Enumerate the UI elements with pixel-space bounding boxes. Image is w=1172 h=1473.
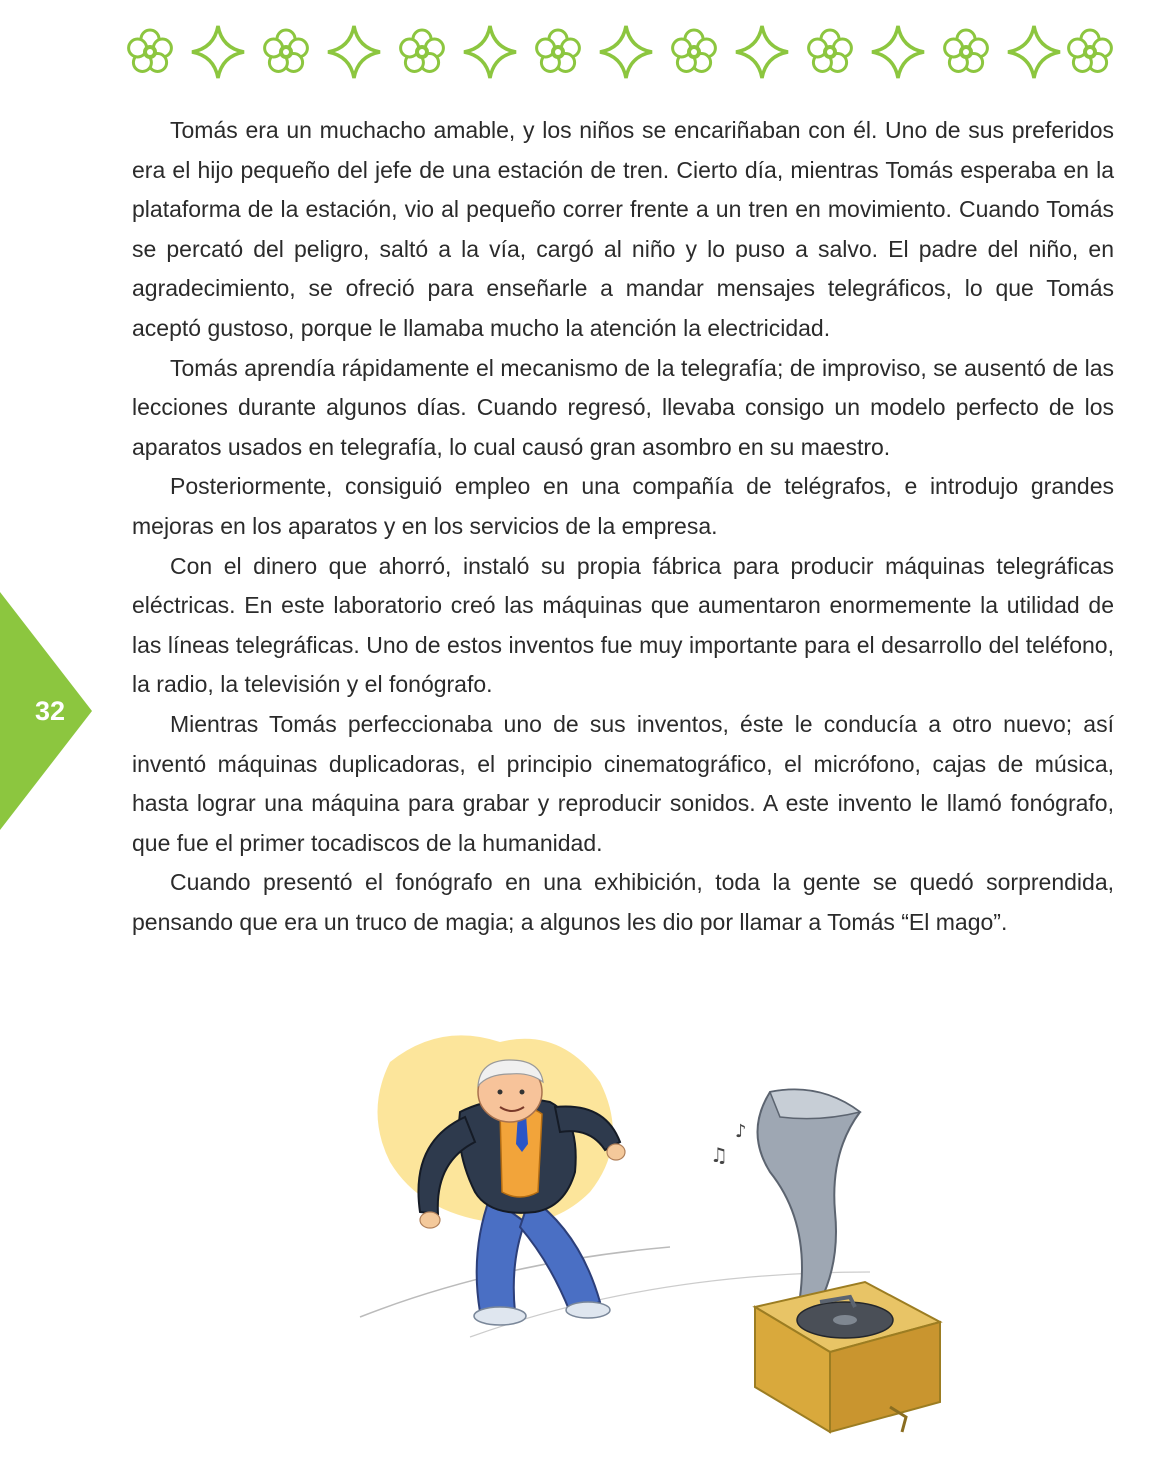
- flower-icon: [945, 30, 988, 72]
- flower-icon: [401, 30, 444, 72]
- flower-icon: [265, 30, 308, 72]
- star-icon: [736, 26, 788, 78]
- story-text: [132, 111, 1114, 942]
- star-icon: [328, 26, 380, 78]
- flower-icon: [129, 30, 172, 72]
- flower-icon: [1069, 30, 1112, 72]
- decorative-border: [120, 20, 1120, 84]
- flower-icon: [809, 30, 852, 72]
- paragraph: Tomás era un muchacho amable, y los niños se encariñaban con él. Uno de sus preferidos era el hijo pequeño del jefe de una estación de tren. Cierto día, mientras Tomás esperaba en la plataforma de la estación, vio al pequeño correr frente a un tren en movimiento. Cuando Tomás se percató del peligro, saltó a la vía, cargó al niño y lo puso a salvo. El padre del niño, en agradecimiento, se ofreció para enseñarle a mandar mensajes telegráficos, lo que Tomás aceptó gustoso, porque le llamaba mucho la atención la electricidad.: [132, 117, 1114, 341]
- svg-text:♪: ♪: [735, 1121, 747, 1142]
- paragraph: Tomás aprendía rápidamente el mecanismo de la telegrafía; de improviso, se ausentó de las lecciones durante algunos días. Cuando regresó, llevaba consigo un modelo perfecto de los aparatos usados en telegrafía, lo cual causó gran asombro en su maestro.: [132, 354, 1114, 460]
- dancing-man-icon: [378, 1035, 626, 1325]
- page-number: 32: [34, 696, 66, 726]
- star-icon: [192, 26, 244, 78]
- paragraph: Cuando presentó el fonógrafo en una exhibición, toda la gente se quedó sorprendida, pensando que era un truco de magia; a algunos les dio por llamar a Tomás “El mago”.: [132, 869, 1114, 935]
- gramophone-icon: [755, 1090, 940, 1433]
- illustration: [350, 1022, 950, 1462]
- star-icon: [872, 26, 924, 78]
- paragraph: Posteriormente, consiguió empleo en una compañía de telégrafos, e introdujo grandes mejoras en los aparatos y en los servicios de la empresa.: [132, 473, 1114, 539]
- paragraph: Mientras Tomás perfeccionaba uno de sus inventos, éste le conducía a otro nuevo; así inventó máquinas duplicadoras, el principio cinematográfico, el micrófono, cajas de música, hasta lograr una máquina para grabar y reproducir sonidos. A este invento le llamó fonógrafo, que fue el primer tocadiscos de la humanidad.: [132, 710, 1114, 856]
- svg-text:♫: ♫: [710, 1143, 728, 1167]
- flower-icon: [673, 30, 716, 72]
- star-icon: [1008, 26, 1060, 78]
- star-icon: [464, 26, 516, 78]
- paragraph: Con el dinero que ahorró, instaló su propia fábrica para producir máquinas telegráficas eléctricas. En este laboratorio creó las máquinas que aumentaron enormemente la utilidad de las líneas telegráficas. Uno de estos inventos fue muy importante para el desarrollo del teléfono, la radio, la televisión y el fonógrafo.: [132, 552, 1114, 698]
- flower-icon: [537, 30, 580, 72]
- star-icon: [600, 26, 652, 78]
